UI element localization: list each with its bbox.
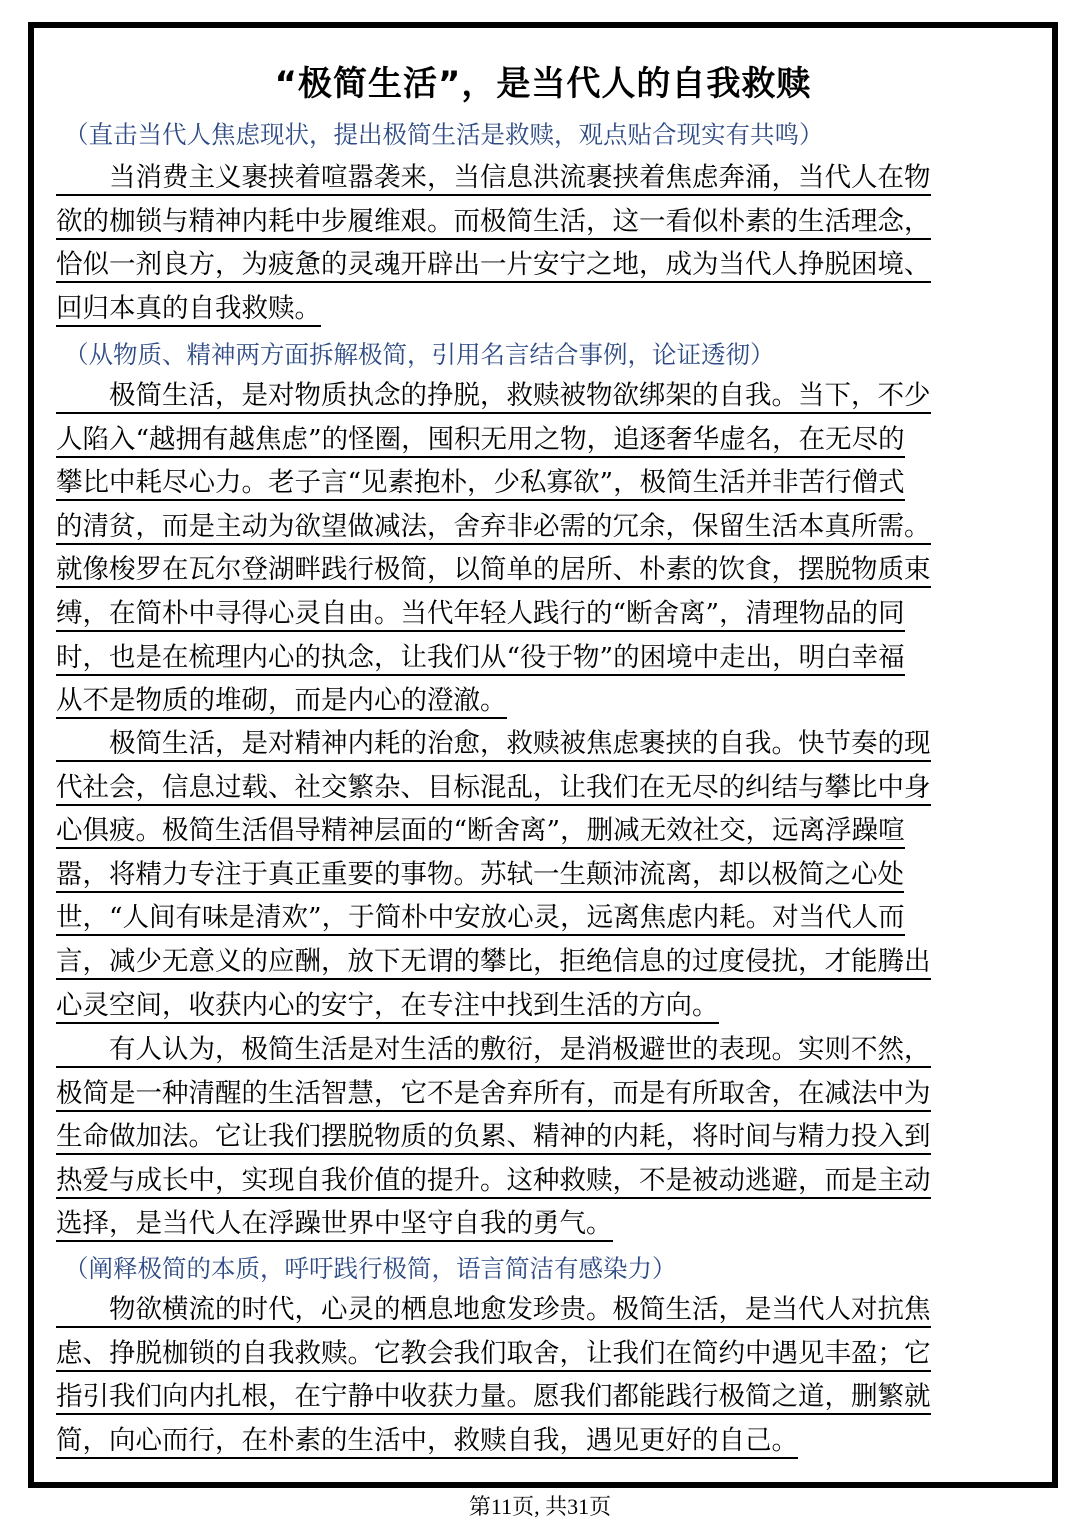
text-line xyxy=(56,768,1016,812)
text-line xyxy=(56,811,1016,855)
text-line xyxy=(56,202,1016,246)
text-line xyxy=(56,898,1016,942)
text-line xyxy=(56,420,1016,464)
paragraph-3 xyxy=(56,724,1016,1029)
text-line xyxy=(56,507,1016,551)
text-line xyxy=(56,1290,1016,1334)
underlined-text: 简，向心而行，在朴素的生活中，救赎自我，遇见更好的自己。 xyxy=(56,1425,798,1459)
underlined-text: 嚣，将精力专注于真正重要的事物。苏轼一生颠沛流离，却以极简之心处 xyxy=(56,859,904,893)
underlined-text: 极简是一种清醒的生活智慧，它不是舍弃所有，而是有所取舍，在减法中为 xyxy=(56,1078,931,1112)
text-line xyxy=(56,681,1016,725)
underlined-text: 指引我们向内扎根，在宁静中收获力量。愿我们都能践行极简之道，删繁就 xyxy=(56,1381,931,1415)
underlined-text: 有人认为，极简生活是对生活的敷衍，是消极避世的表现。实则不然， xyxy=(56,1034,931,1068)
underlined-text: 就像梭罗在瓦尔登湖畔践行极简，以简单的居所、朴素的饮食，摆脱物质束 xyxy=(56,554,931,588)
underlined-text: 从不是物质的堆砌，而是内心的澄澈。 xyxy=(56,685,507,719)
annotation-note: （直击当代人焦虑现状，提出极简生活是救赎，观点贴合现实有共鸣） xyxy=(64,120,824,149)
text-line xyxy=(56,638,1016,682)
underlined-text: 世，“人间有味是清欢”，于简朴中安放心灵，远离焦虑内耗。对当代人而 xyxy=(56,902,905,936)
paragraph-1 xyxy=(56,158,1016,332)
underlined-text: 生命做加法。它让我们摆脱物质的负累、精神的内耗，将时间与精力投入到 xyxy=(56,1121,931,1155)
underlined-text: 当消费主义裹挟着喧嚣袭来，当信息洪流裹挟着焦虑奔涌，当代人在物 xyxy=(56,162,931,196)
underlined-text: 代社会，信息过载、社交繁杂、目标混乱，让我们在无尽的纠结与攀比中身 xyxy=(56,772,931,806)
underlined-text: 虑、挣脱枷锁的自我救赎。它教会我们取舍，让我们在简约中遇见丰盈；它 xyxy=(56,1338,931,1372)
annotation-note: （阐释极简的本质，呼吁践行极简，语言简洁有感染力） xyxy=(64,1254,677,1283)
text-line xyxy=(56,594,1016,638)
page-number: 第11页, 共31页 xyxy=(468,1494,612,1519)
text-line xyxy=(56,1334,1016,1378)
essay-title: “极简生活”，是当代人的自我救赎 xyxy=(274,64,812,104)
text-line xyxy=(56,245,1016,289)
paragraph-5 xyxy=(56,1290,1016,1464)
text-line xyxy=(56,942,1016,986)
text-line xyxy=(56,1161,1016,1205)
underlined-text: 极简生活，是对物质执念的挣脱，救赎被物欲绑架的自我。当下，不少 xyxy=(56,380,931,414)
text-line xyxy=(56,463,1016,507)
underlined-text: 选择，是当代人在浮躁世界中坚守自我的勇气。 xyxy=(56,1208,613,1242)
page-frame xyxy=(28,22,1058,1488)
underlined-text: 人陷入“越拥有越焦虑”的怪圈，囤积无用之物，追逐奢华虚名，在无尽的 xyxy=(56,424,905,458)
paragraph-2 xyxy=(56,376,1016,725)
annotation-note: （从物质、精神两方面拆解极简，引用名言结合事例，论证透彻） xyxy=(64,340,775,369)
paragraph-4 xyxy=(56,1030,1016,1248)
underlined-text: 回归本真的自我救赎。 xyxy=(56,293,321,327)
text-line xyxy=(56,1421,1016,1465)
text-line xyxy=(56,1030,1016,1074)
text-line xyxy=(56,376,1016,420)
underlined-text: 热爱与成长中，实现自我价值的提升。这种救赎，不是被动逃避，而是主动 xyxy=(56,1165,931,1199)
underlined-text: 心俱疲。极简生活倡导精神层面的“断舍离”，删减无效社交，远离浮躁喧 xyxy=(56,815,905,849)
underlined-text: 恰似一剂良方，为疲惫的灵魂开辟出一片安宁之地，成为当代人挣脱困境、 xyxy=(56,249,931,283)
underlined-text: 的清贫，而是主动为欲望做减法，舍弃非必需的冗余，保留生活本真所需。 xyxy=(56,511,931,545)
text-line xyxy=(56,1204,1016,1248)
text-line xyxy=(56,724,1016,768)
underlined-text: 言，减少无意义的应酬，放下无谓的攀比，拒绝信息的过度侵扰，才能腾出 xyxy=(56,946,931,980)
text-line xyxy=(56,1074,1016,1118)
underlined-text: 时，也是在梳理内心的执念，让我们从“役于物”的困境中走出，明白幸福 xyxy=(56,642,905,676)
underlined-text: 缚，在简朴中寻得心灵自由。当代年轻人践行的“断舍离”，清理物品的同 xyxy=(56,598,905,632)
text-line xyxy=(56,1377,1016,1421)
underlined-text: 攀比中耗尽心力。老子言“见素抱朴，少私寡欲”，极简生活并非苦行僧式 xyxy=(56,467,905,501)
underlined-text: 心灵空间，收获内心的安宁，在专注中找到生活的方向。 xyxy=(56,990,719,1024)
text-line xyxy=(56,855,1016,899)
underlined-text: 欲的枷锁与精神内耗中步履维艰。而极简生活，这一看似朴素的生活理念， xyxy=(56,206,931,240)
text-line xyxy=(56,550,1016,594)
text-line xyxy=(56,1117,1016,1161)
text-line xyxy=(56,986,1016,1030)
text-line xyxy=(56,289,1016,333)
text-line xyxy=(56,158,1016,202)
underlined-text: 极简生活，是对精神内耗的治愈，救赎被焦虑裹挟的自我。快节奏的现 xyxy=(56,728,931,762)
underlined-text: 物欲横流的时代，心灵的栖息地愈发珍贵。极简生活，是当代人对抗焦 xyxy=(56,1294,931,1328)
